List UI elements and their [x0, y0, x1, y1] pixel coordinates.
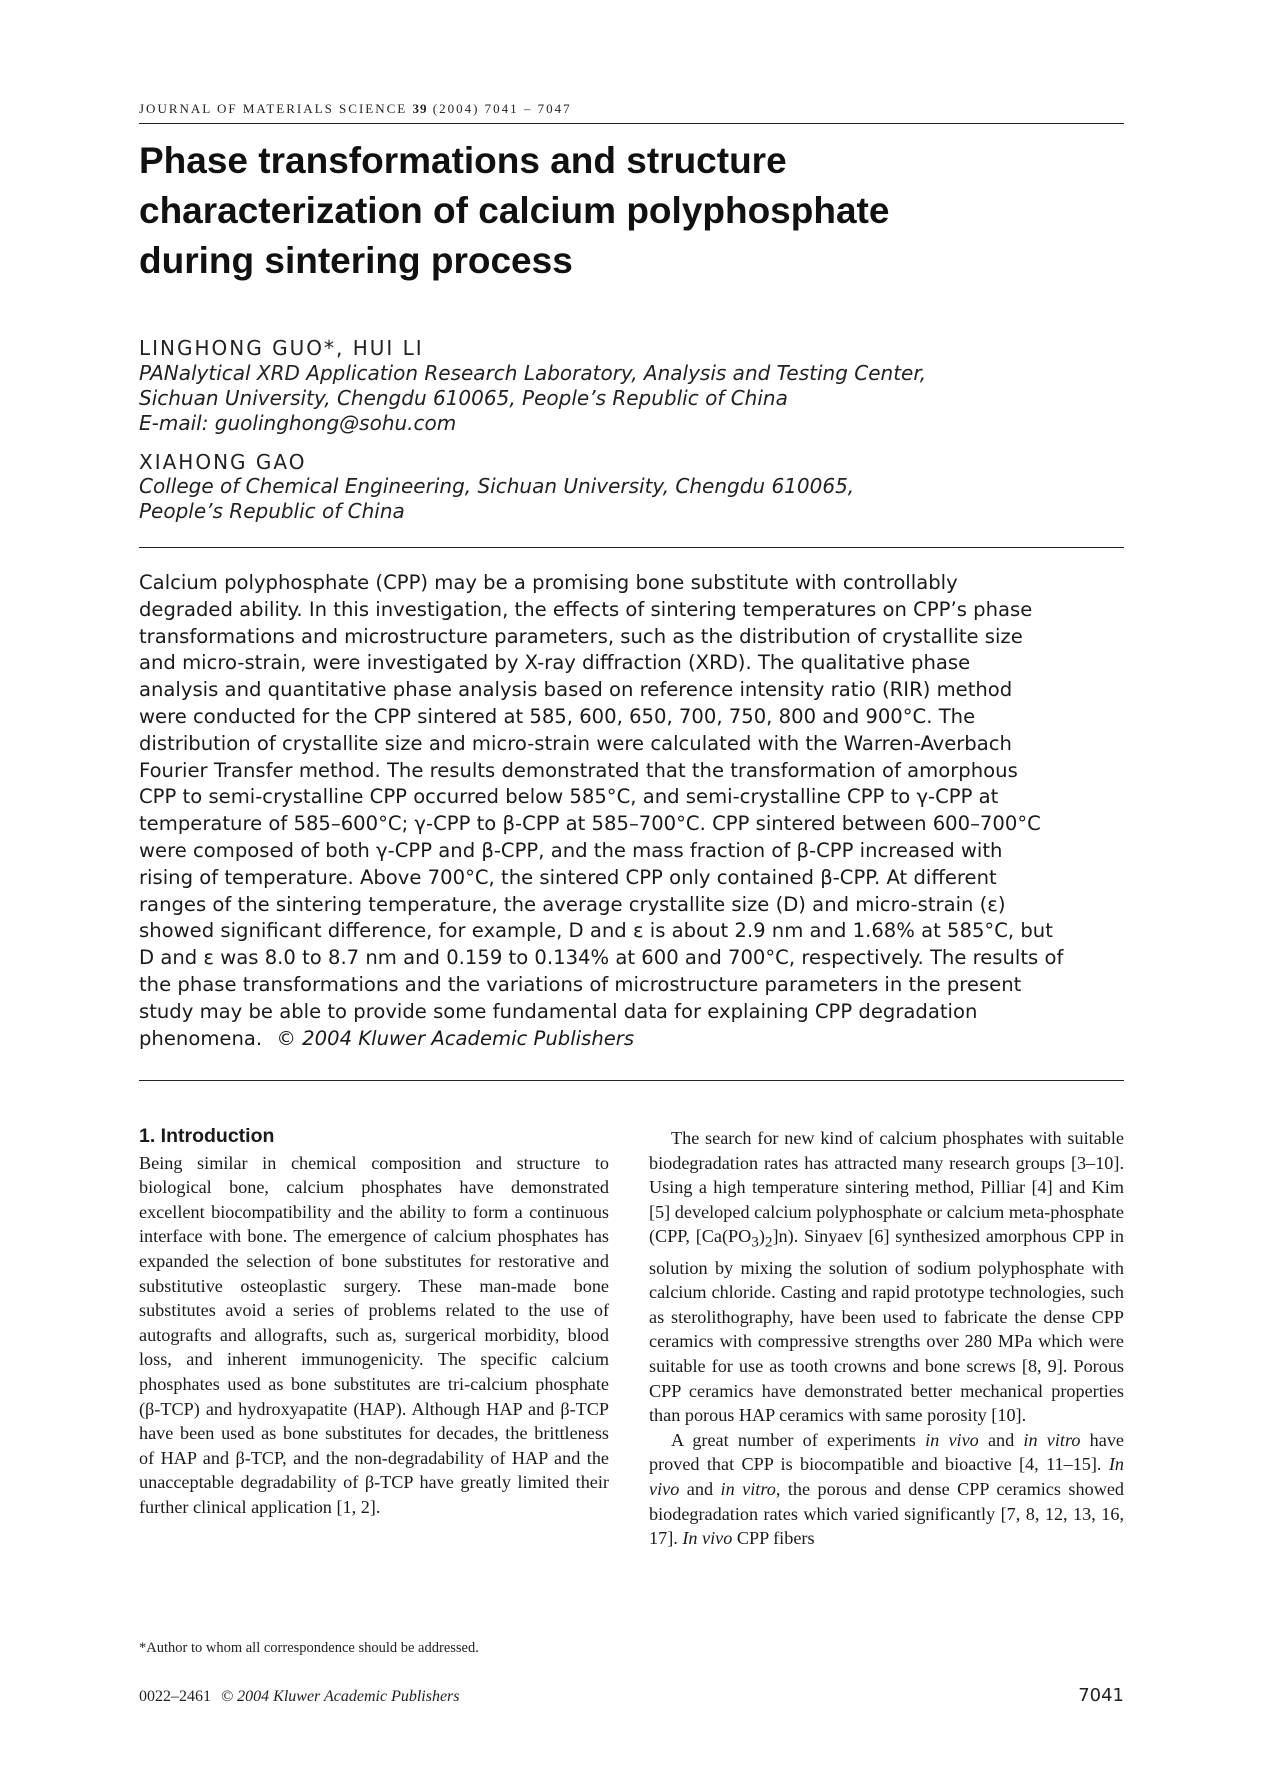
journal-header — [139, 101, 1124, 117]
text-run: and — [978, 1429, 1024, 1450]
abstract-line: showed significant difference, for example, D and ε is about 2.9 nm and 1.68% at 585°C, but — [139, 919, 1053, 943]
abstract-line: were conducted for the CPP sintered at 585, 600, 650, 700, 750, 800 and 900°C. The — [139, 704, 976, 728]
affiliation-2 — [139, 474, 854, 524]
abstract-line: the phase transformations and the variations of microstructure parameters in the present — [139, 972, 1022, 996]
subscript: 2 — [764, 1234, 773, 1252]
text-run: and — [679, 1478, 721, 1499]
subscript: 3 — [751, 1234, 759, 1252]
author-email: E-mail: guolinghong@sohu.com — [139, 411, 457, 435]
text-run: , the porous and dense CPP ceramics showed biodegradation rates which varied significantly [7, 8, 12, 13, 16, 17]. — [649, 1478, 1124, 1549]
abstract-line: CPP to semi-crystalline CPP occurred below 585°C, and semi-crystalline CPP to γ-CPP at — [139, 785, 999, 809]
abstract-line: degraded ability. In this investigation, the effects of sintering temperatures on CPP’s phase — [139, 597, 1033, 621]
italic-term: In vivo — [682, 1528, 733, 1549]
page-number: 7041 — [1078, 1685, 1124, 1706]
left-column — [139, 1124, 609, 1520]
abstract-line: ranges of the sintering temperature, the average crystallite size (D) and micro-strain (ε) — [139, 892, 1006, 916]
abstract-line: and micro-strain, were investigated by X-ray diffraction (XRD). The qualitative phase — [139, 651, 971, 675]
correspondence-footnote: *Author to whom all correspondence should be addressed. — [139, 1640, 479, 1656]
abstract-line: study may be able to provide some fundamental data for explaining CPP degradation — [139, 999, 978, 1023]
abstract-line: rising of temperature. Above 700°C, the sintered CPP only contained β-CPP. At different — [139, 865, 997, 889]
footer-issn: 0022–2461 — [139, 1688, 211, 1705]
affiliation-1-line-2: Sichuan University, Chengdu 610065, People’s Republic of China — [139, 386, 788, 410]
abstract-line: analysis and quantitative phase analysis based on reference intensity ratio (RIR) method — [139, 678, 1013, 702]
italic-term: in vivo — [925, 1429, 979, 1450]
abstract-line: distribution of crystallite size and micro-strain were calculated with the Warren-Averbach — [139, 731, 1012, 755]
text-run: have proved that CPP is biocompatible and bioactive [4, 11–15]. — [649, 1429, 1124, 1475]
abstract-last-text: phenomena. — [139, 1026, 263, 1050]
footer-copyright: © 2004 Kluwer Academic Publishers — [221, 1688, 460, 1705]
paper-title — [139, 136, 1124, 286]
affiliation-2-line-2: People’s Republic of China — [139, 499, 405, 523]
journal-name: JOURNAL OF MATERIALS SCIENCE — [139, 101, 408, 116]
text-run: CPP fibers — [732, 1528, 815, 1549]
italic-term: In vivo — [649, 1454, 1124, 1499]
abstract-line: transformations and microstructure parameters, such as the distribution of crystallite size — [139, 624, 1023, 648]
right-column — [649, 1126, 1124, 1551]
footer-left — [139, 1688, 460, 1706]
abstract-line: temperature of 585–600°C; γ-CPP to β-CPP at 585–700°C. CPP sintered between 600–700°C — [139, 812, 1041, 836]
abstract-bottom-rule — [139, 1080, 1124, 1081]
abstract-line: D and ε was 8.0 to 8.7 nm and 0.159 to 0.134% at 600 and 700°C, respectively. The results of — [139, 946, 1064, 970]
title-line-1: Phase transformations and structure — [139, 140, 787, 181]
abstract-last-line — [139, 1026, 1124, 1053]
italic-term: in vitro — [1023, 1429, 1081, 1450]
journal-year-pages: (2004) 7041 – 7047 — [432, 101, 572, 116]
abstract-copyright: © 2004 Kluwer Academic Publishers — [276, 1026, 635, 1050]
intro-paragraph-3 — [649, 1428, 1124, 1551]
text-run: ) — [758, 1226, 765, 1247]
abstract-top-rule — [139, 547, 1124, 548]
affiliation-2-line-1: College of Chemical Engineering, Sichuan University, Chengdu 610065, — [139, 474, 855, 498]
intro-paragraph-1: Being similar in chemical composition and structure to biological bone, calcium phosphates have demonstrated excellent biocompatibility and the ability to form a continuous interface with bone. The emergence of calcium phosphates has expanded the selection of bone substitutes for restorative and substitutive osteoplastic surgery. These man-made bone substitutes avoid a series of problems related to the use of autografts and allografts, such as, surgerical morbidity, blood loss, and inherent immunogenicity. The specific calcium phosphates used as bone substitutes are tri-calcium phosphate (β-TCP) and hydroxyapatite (HAP). Although HAP and β-TCP have been used as bone substitutes for decades, the brittleness of HAP and β-TCP, and the non-degradability of HAP and the unacceptable degradability of β-TCP have greatly limited their further clinical application [1, 2]. — [139, 1152, 609, 1517]
abstract-line: Fourier Transfer method. The results demonstrated that the transformation of amorphous — [139, 758, 1018, 782]
journal-volume: 39 — [412, 101, 428, 116]
affiliation-1-line-1: PANalytical XRD Application Research Laboratory, Analysis and Testing Center, — [139, 361, 927, 385]
italic-term: in vitro — [720, 1478, 776, 1499]
intro-paragraph-2 — [649, 1126, 1124, 1428]
text-run: A great number of experiments — [671, 1429, 926, 1450]
header-rule — [139, 123, 1124, 124]
abstract — [139, 570, 1124, 1052]
text-run: ]n). Sinyaev [6] synthesized amorphous CPP in solution by mixing the solution of sodium polyphosphate with calcium chloride. Casting and rapid prototype technologies, such as sterolithography, have been used to fabricate the dense CPP ceramics with compressive strengths over 280 MPa which were suitable for use as tooth crowns and bone screws [8, 9]. Porous CPP ceramics have demonstrated better mechanical properties than porous HAP ceramics with same porosity [10]. — [649, 1226, 1124, 1426]
title-line-2: characterization of calcium polyphosphate — [139, 190, 890, 231]
author-names-2: XIAHONG GAO — [139, 450, 307, 474]
abstract-line: were composed of both γ-CPP and β-CPP, and the mass fraction of β-CPP increased with — [139, 838, 1003, 862]
author-names-1: LINGHONG GUO*, HUI LI — [139, 336, 424, 360]
title-line-3: during sintering process — [139, 240, 573, 281]
affiliation-1 — [139, 361, 926, 436]
section-heading-introduction: 1. Introduction — [139, 1125, 275, 1147]
text-run: The search for new kind of calcium phosphates with suitable biodegradation rates has attracted many research groups [3–10]. Using a high temperature sintering method, Pilliar [4] and Kim [5] developed calcium polyphosphate or calcium meta-phosphate (CPP, [Ca(PO — [649, 1128, 1124, 1247]
abstract-line: Calcium polyphosphate (CPP) may be a promising bone substitute with controllably — [139, 571, 958, 594]
